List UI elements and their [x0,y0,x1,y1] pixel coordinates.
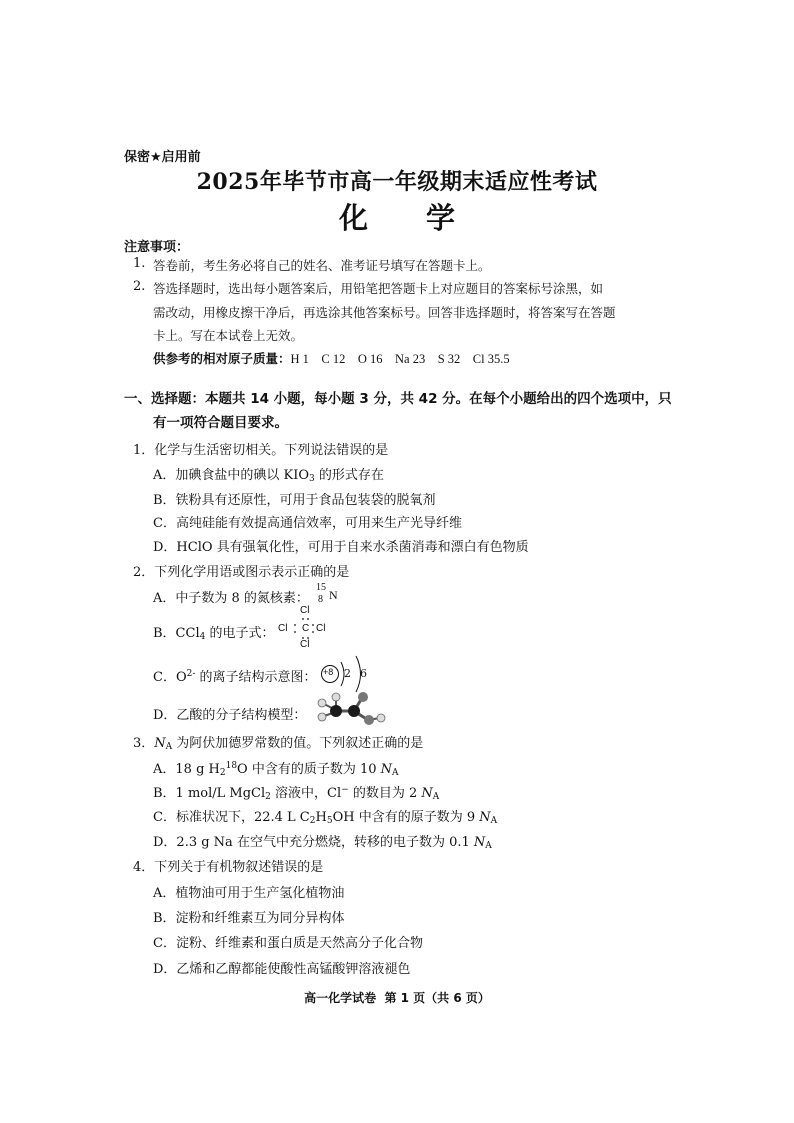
question-3-option-d: D．2.3 g Na 在空气中充分燃烧，转移的电子数为 0.1 $N_A$ [153,835,492,851]
masses-label: 供参考的相对原子质量： [153,351,291,366]
question-4-option-c: C．淀粉、纤维素和蛋白质是天然高分子化合物 [153,936,423,951]
nucleus-charge: +8 [323,667,334,677]
notice-item-2-line2: 需改动，用橡皮擦干净后，再选涂其他答案标号。回答非选择题时，将答案写在答题 [153,305,616,320]
question-4-option-d: D．乙烯和乙醇都能使酸性高锰酸钾溶液褪色 [153,962,411,977]
masses-values: H 1 C 12 O 16 Na 23 S 32 Cl 35.5 [290,352,510,366]
question-3-option-c: C．标准状况下，22.4 L $C_2H_5OH$ 中含有的原子数为 9 $N_A$ [153,810,498,826]
question-3-option-a: A．18 g $H_2^{18}O$ 中含有的质子数为 10 $N_A$ [153,761,399,778]
acetic-acid-model-icon [314,690,390,730]
question-3-option-b: B．1 mol/L MgCl$_2$ 溶液中，Cl− 的数目为 2 $N_A$ [153,785,440,802]
atomic-masses [153,349,510,367]
ccl4-electron-formula: Cl Cl C Cl Cl [278,605,334,653]
notice-item-1: 答卷前，考生务必将自己的姓名、准考证号填写在答题卡上。 [153,258,491,273]
lone-pair-dots [278,605,334,653]
subject-title: 化 学 [338,201,480,235]
section-heading-line2: 有一项符合题目要求。 [153,415,288,431]
nuclide-symbol: 15 8 N [316,582,338,605]
exam-title: 2025年毕节市高一年级期末适应性考试 [196,169,598,195]
question-2-option-c: C．$O^{2-}$ 的离子结构示意图： [153,669,317,685]
question-1-option-c: C．高纯硅能有效提高通信效率，可用来生产光导纤维 [153,516,462,531]
section-heading-line1: 一、选择题：本题共 14 小题，每小题 3 分，共 42 分。在每个小题给出的四个选项中，只 [124,391,672,407]
question-2-option-b: B．CCl$_4$ 的电子式： [153,626,275,642]
question-1-option-a: A．加碘食盐中的碘以 $KIO_3$ 的形式存在 [153,468,384,484]
question-4-stem: 4．下列关于有机物叙述错误的是 [133,860,324,875]
shell-2-electrons: 6 [360,667,367,680]
question-2-option-d: D．乙酸的分子结构模型： [153,708,307,723]
notice-item-2-line1: 答选择题时，选出每小题答案后，用铅笔把答题卡上对应题目的答案标号涂黑，如 [153,281,604,296]
page-footer: 高一化学试卷 第 1 页（共 6 页） [304,991,490,1005]
question-4-option-a: A．植物油可用于生产氢化植物油 [153,886,345,901]
confidential-label: 保密★启用前 [124,150,201,165]
question-1-option-d: D．HClO 具有强氧化性，可用于自来水杀菌消毒和漂白有色物质 [153,540,529,555]
shell-1-electrons: 2 [344,667,351,680]
notice-item-number: 1. [133,256,146,271]
notice-heading: 注意事项： [124,240,190,255]
notice-item-number: 2. [133,279,146,294]
question-3-stem: 3．$N_A$ 为阿伏加德罗常数的值。下列叙述正确的是 [133,736,424,752]
question-2-option-a: A．中子数为 8 的氮核素： [153,591,309,606]
question-1-option-b: B．铁粉具有还原性，可用于食品包装袋的脱氧剂 [153,493,436,508]
notice-item-2-line3: 卡上。写在本试卷上无效。 [153,328,304,343]
question-4-option-b: B．淀粉和纤维素互为同分异构体 [153,911,345,926]
question-2-stem: 2．下列化学用语或图示表示正确的是 [133,565,350,580]
question-1-stem: 1．化学与生活密切相关。下列说法错误的是 [133,443,389,458]
